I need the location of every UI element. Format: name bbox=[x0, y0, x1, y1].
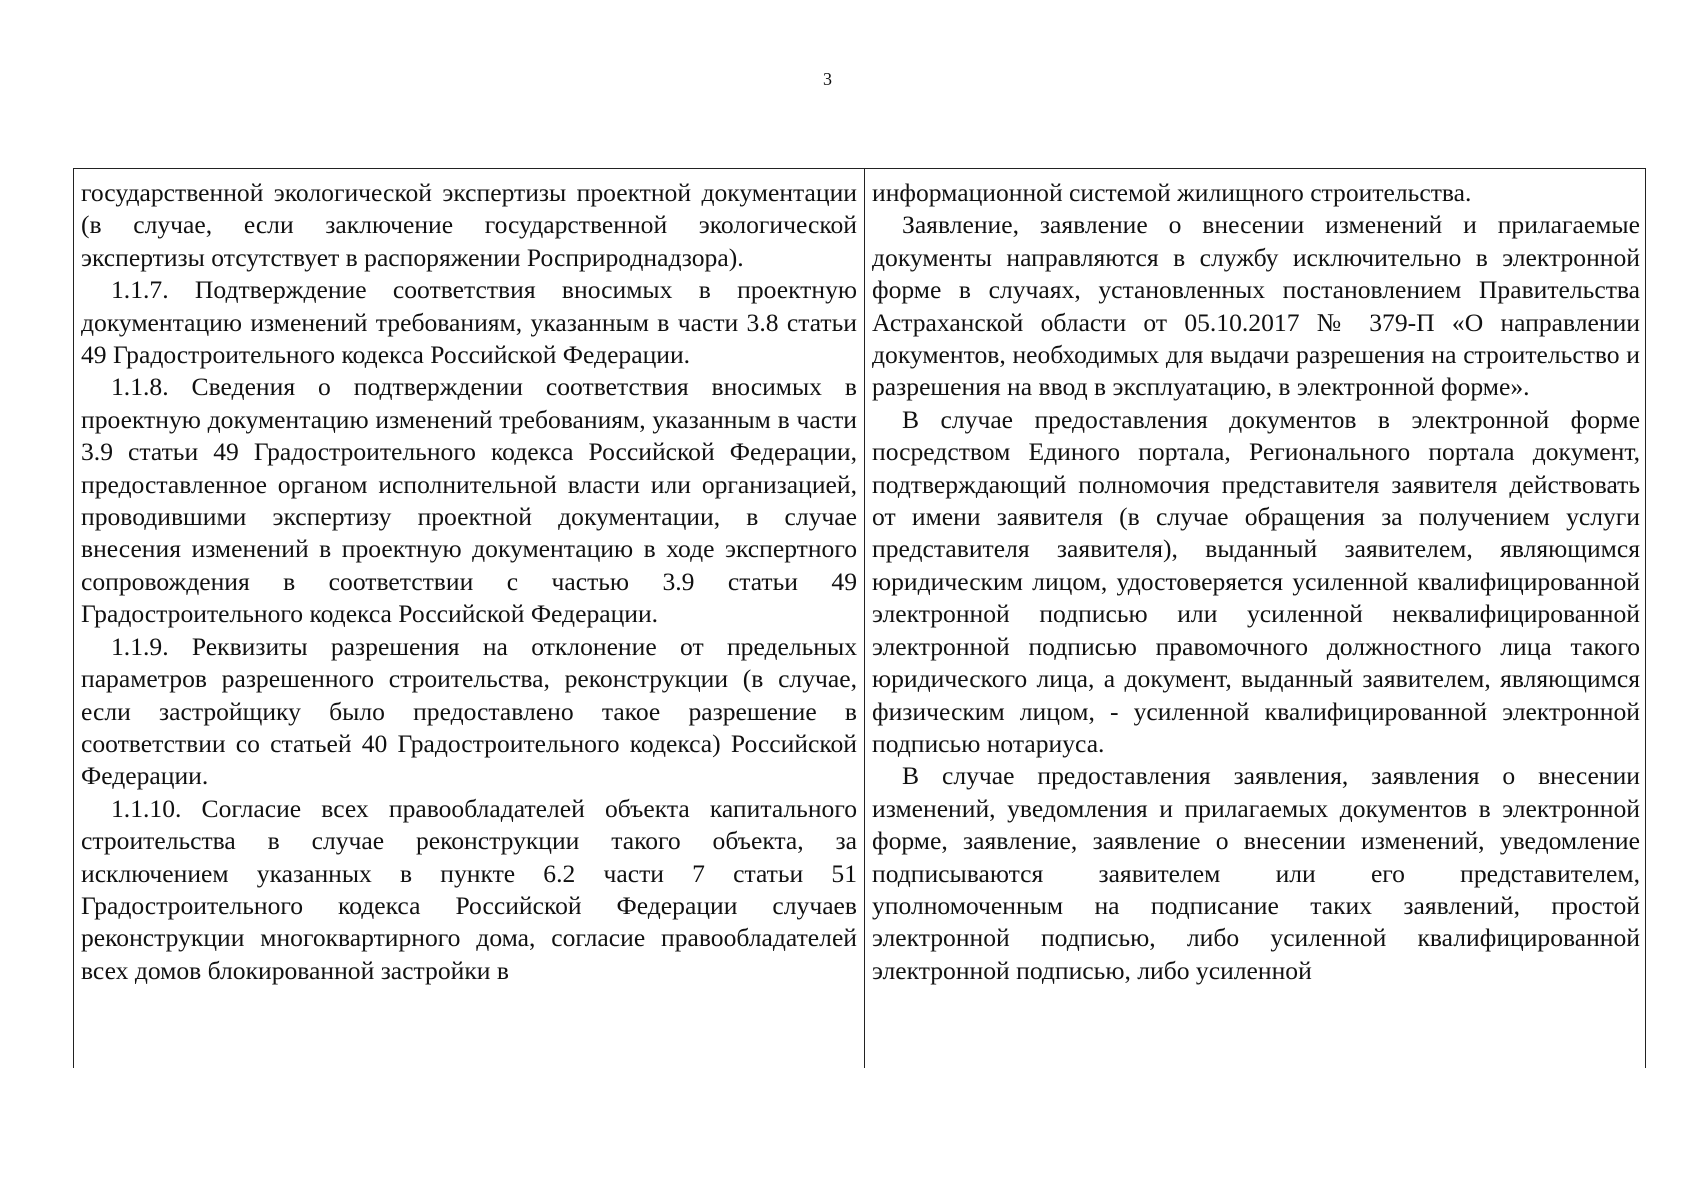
right-paragraph: Заявление, заявление о внесении изменений и прилагаемые документы направляются в службу исключительно в электронной форме в случаях, установленных постановлением Правительства Астраханской области от 05.10.2017 № 379-П «О направлении документов, необходимых для выдачи разрешения на строительство и разрешения на ввод в эксплуатацию, в электронной форме». bbox=[872, 210, 1640, 402]
left-paragraph: государственной экологической экспертизы проектной документации (в случае, если заключение государственной экологической экспертизы отсутствует в распоряжении Росприроднадзора). bbox=[81, 178, 857, 272]
left-column bbox=[74, 169, 865, 1068]
right-column bbox=[865, 169, 1645, 1068]
left-paragraph: 1.1.9. Реквизиты разрешения на отклонение от предельных параметров разрешенного строительства, реконструкции (в случае, если застройщику было предоставлено такое разрешение в соответствии со статьей 40 Градостроительного кодекса) Российской Федерации. bbox=[81, 631, 857, 791]
document-table bbox=[73, 168, 1646, 1068]
left-paragraph: 1.1.10. Согласие всех правообладателей объекта капитального строительства в случае реконструкции такого объекта, за исключением указанных в пункте 6.2 части 7 статьи 51 Градостроительного кодекса Российской Федерации случаев реконструкции многоквартирного дома, согласие правообладателей всех домов блокированной застройки в bbox=[81, 793, 857, 985]
right-paragraph: информационной системой жилищного строительства. bbox=[872, 178, 1472, 207]
right-paragraph: В случае предоставления документов в электронной форме посредством Единого портала, Регионального портала документ, подтверждающий полномочия представителя заявителя действовать от имени заявителя (в случае обращения за получением услуги представителя заявителя), выданный заявителем, являющимся юридическим лицом, удостоверяется усиленной квалифицированной электронной подписью или усиленной неквалифицированной электронной подписью правомочного должностного лица такого юридического лица, а документ, выданный заявителем, являющимся физическим лицом, - усиленной квалифицированной электронной подписью нотариуса. bbox=[872, 404, 1640, 758]
left-paragraph: 1.1.8. Сведения о подтверждении соответствия вносимых в проектную документацию изменений требованиям, указанным в части 3.9 статьи 49 Градостроительного кодекса Российской Федерации, предоставленное органом исполнительной власти или организацией, проводившими экспертизу проектной документации, в случае внесения изменений в проектную документацию в ходе экспертного сопровождения в соответствии с частью 3.9 статьи 49 Градостроительного кодекса Российской Федерации. bbox=[81, 372, 857, 629]
right-paragraph: В случае предоставления заявления, заявления о внесении изменений, уведомления и прилагаемых документов в электронной форме, заявление, заявление о внесении изменений, уведомление подписываются заявителем или его представителем, уполномоченным на подписание таких заявлений, простой электронной подписью, либо усиленной квалифицированной электронной подписью, либо усиленной bbox=[872, 761, 1640, 985]
page-number: 3 bbox=[823, 69, 832, 89]
left-paragraph: 1.1.7. Подтверждение соответствия вносимых в проектную документацию изменений требованиям, указанным в части 3.8 статьи 49 Градостроительного кодекса Российской Федерации. bbox=[81, 275, 857, 370]
